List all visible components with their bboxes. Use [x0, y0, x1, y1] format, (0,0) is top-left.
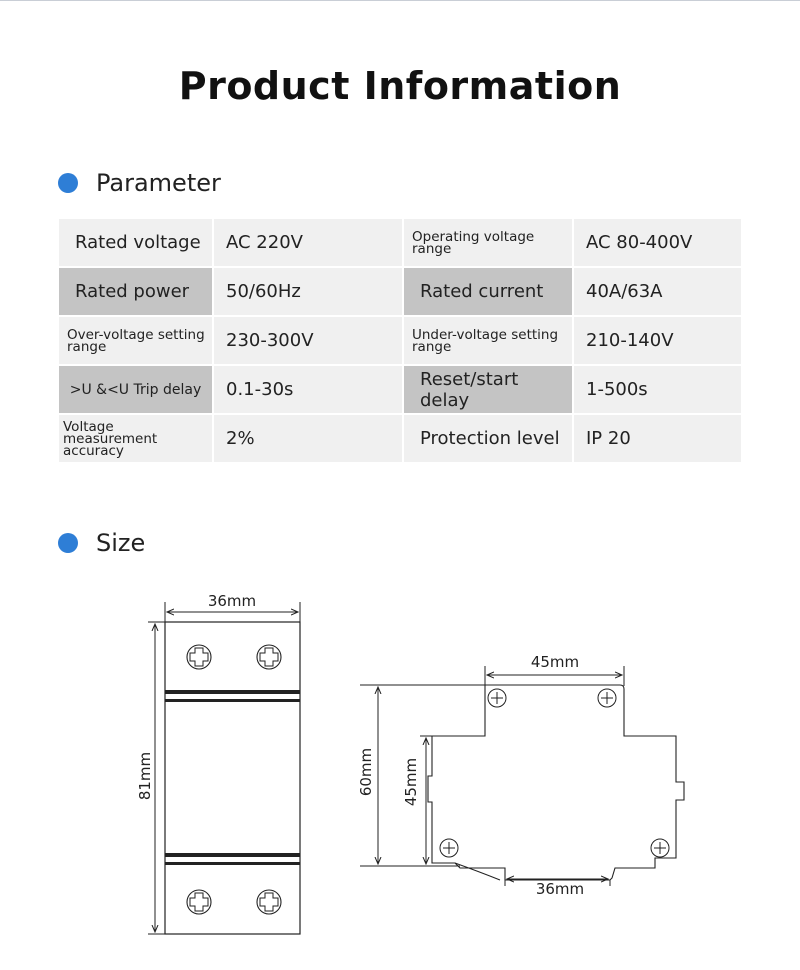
dimension-label: 45mm [402, 757, 420, 807]
dimension-label: 45mm [530, 653, 580, 671]
param-label: Rated voltage [59, 219, 213, 267]
param-label: Operating voltage range [403, 219, 573, 267]
table-row [59, 219, 741, 267]
terminal-screw-icon [488, 689, 506, 707]
size-drawing [0, 580, 800, 970]
dimension-label: 36mm [535, 880, 585, 898]
top-divider-line [0, 0, 800, 1]
param-value: AC 80-400V [573, 219, 741, 267]
param-label: Rated current [403, 267, 573, 316]
page-title: Product Information [178, 64, 622, 108]
param-value: IP 20 [573, 414, 741, 463]
param-label: Rated power [59, 267, 213, 316]
side-view-drawing [357, 653, 684, 898]
section-title-parameter: Parameter [96, 169, 221, 197]
param-value: 0.1-30s [213, 365, 403, 414]
param-value: 2% [213, 414, 403, 463]
terminal-screw-icon [598, 689, 616, 707]
terminal-screw-icon [651, 839, 669, 857]
terminal-screw-icon [440, 839, 458, 857]
parameter-table [59, 219, 741, 464]
table-row [59, 316, 741, 365]
dimension-label: 60mm [357, 747, 375, 797]
param-value: 1-500s [573, 365, 741, 414]
param-label: >U &<U Trip delay [59, 365, 213, 414]
param-label: Over-voltage setting range [59, 316, 213, 365]
param-value: 50/60Hz [213, 267, 403, 316]
bullet-dot-icon [58, 533, 78, 553]
table-row [59, 414, 741, 463]
param-label: Under-voltage setting range [403, 316, 573, 365]
section-title-size: Size [96, 529, 146, 557]
dimension-label: 81mm [136, 751, 154, 801]
param-label: Reset/start delay [403, 365, 573, 414]
dimension-label: 36mm [207, 592, 257, 610]
table-row [59, 365, 741, 414]
param-label: Protection level [403, 414, 573, 463]
section-header-size [58, 529, 145, 557]
table-row [59, 267, 741, 316]
param-value: 230-300V [213, 316, 403, 365]
front-view-drawing [136, 592, 300, 934]
param-value: AC 220V [213, 219, 403, 267]
param-value: 210-140V [573, 316, 741, 365]
param-label: Voltage measurement accuracy [59, 414, 213, 463]
param-value: 40A/63A [573, 267, 741, 316]
section-header-parameter [58, 169, 221, 197]
bullet-dot-icon [58, 173, 78, 193]
